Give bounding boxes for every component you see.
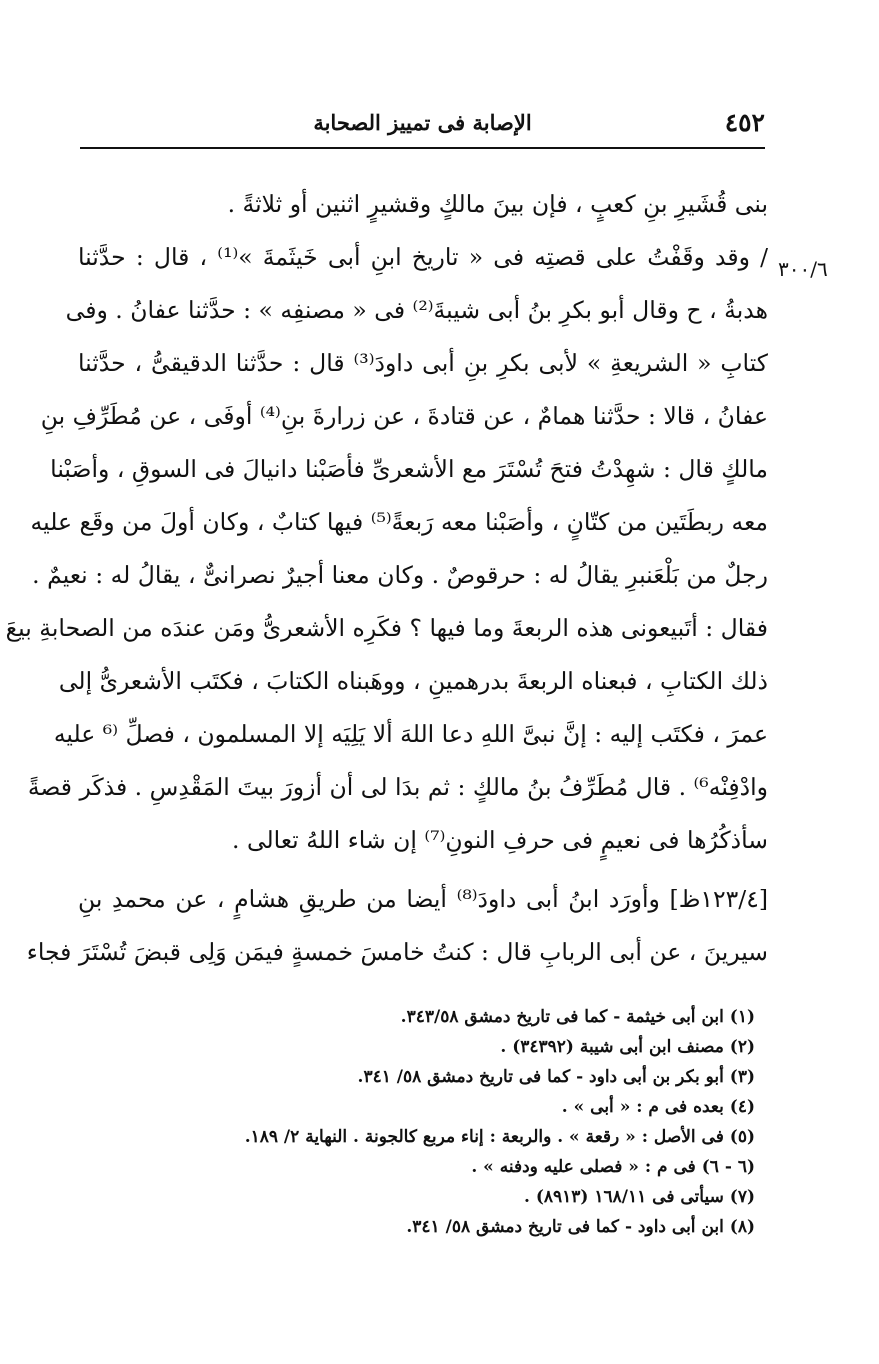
page-header	[80, 106, 765, 140]
text-line: سأذكُرُها فى نعيمٍ فى حرفِ النونِ⁽⁷⁾ إن شاء اللهُ تعالى .	[232, 826, 768, 854]
main-text	[5, 178, 768, 979]
text-line: بنى قُشَيرِ بنِ كعبٍ ، فإن بينَ مالكٍ وقشيرٍ اثنين أو ثلاثةً .	[227, 190, 768, 218]
text-line: عفانُ ، قالا : حدَّثنا همامٌ ، عن قتادةَ ، عن زرارةَ بنِ⁽⁴⁾ أوفَى ، عن مُطَرِّفِ بنِ	[40, 402, 768, 430]
footnote: (٦ - ٦) فى م : « فصلى عليه ودفنه » .	[471, 1157, 755, 1177]
text-line: ذلك الكتابِ ، فبعناه الربعةَ بدرهمينِ ، ووهَبناه الكتابَ ، فكتَب الأشعرىُّ إلى	[58, 667, 768, 695]
text-line: [١٢٣/٤ظ] وأورَد ابنُ أبى داودَ⁽⁸⁾ أيضا من طريقِ هشامٍ ، عن محمدِ بنِ	[78, 885, 768, 913]
footnote: (٢) مصنف ابن أبى شيبة (٣٤٣٩٢) .	[500, 1037, 755, 1057]
footnote: (٥) فى الأصل : « رقعة » . والربعة : إناء مربع كالجونة . النهاية ٢/ ١٨٩.	[244, 1127, 755, 1147]
text-line: معه ربطَتَين من كتّانٍ ، وأصَبْنا معه رَبعةً⁽⁵⁾ فيها كتابٌ ، وكان أولَ من وقَع عليه	[30, 508, 768, 536]
text-line: كتابِ « الشريعةِ » لأبى بكرِ بنِ أبى داودَ⁽³⁾ قال : حدَّثنا الدقيقىُّ ، حدَّثنا	[78, 349, 768, 377]
footnote: (١) ابن أبى خيثمة - كما فى تاريخ دمشق ٣٤٣/٥٨.	[400, 1007, 755, 1027]
footnote: (٧) سيأتى فى ١٦٨/١١ (٨٩١٣) .	[523, 1187, 755, 1207]
text-line: رجلٌ من بَلْعَنبرِ يقالُ له : حرقوصٌ . وكان معنا أجيرٌ نصرانىٌّ ، يقالُ له : نعيمٌ .	[32, 561, 768, 589]
page-number: ٤٥٢	[724, 108, 765, 137]
text-line: عمرَ ، فكتَب إليه : إنَّ نبىَّ اللهِ دعا اللهَ ألا يَلِيَه إلا المسلمون ، فصلِّ ⁽⁶ عليه	[53, 720, 768, 748]
footnote: (٣) أبو بكر بن أبى داود - كما فى تاريخ دمشق ٥٨/ ٣٤١.	[357, 1067, 755, 1087]
footnote: (٤) بعده فى م : « أبى » .	[561, 1097, 755, 1117]
text-line: / وقد وقَفْتُ على قصتِه فى « تاريخ ابنِ أبى خَيثَمةَ »⁽¹⁾ ، قال : حدَّثنا	[78, 243, 768, 271]
header-divider	[80, 147, 765, 149]
running-title: الإصابة فى تمييز الصحابة	[313, 110, 532, 135]
text-line: مالكٍ قال : شهِدْتُ فتحَ تُسْتَرَ مع الأشعرىِّ فأصَبْنا دانيالَ فى السوقِ ، وأصَبْنا	[50, 455, 768, 483]
text-line: فقال : أتَبيعونى هذه الربعةَ وما فيها ؟ فكَرِه الأشعرىُّ ومَن عندَه من الصحابةِ بيعَ	[5, 614, 768, 642]
text-line: سيرينَ ، عن أبى الربابِ قال : كنتُ خامسَ خمسةٍ فيمَن وَلِى قبضَ تُسْتَرَ فجاء	[26, 938, 768, 966]
text-line: وادْفِنْه⁶⁾ . قال مُطَرِّفُ بنُ مالكٍ : ثم بدَا لى أن أزورَ بيتَ المَقْدِسِ . فذكَر قصةً	[27, 773, 768, 801]
footnote: (٨) ابن أبى داود - كما فى تاريخ دمشق ٥٨/ ٣٤١.	[406, 1217, 755, 1237]
footnotes	[150, 1002, 755, 1242]
margin-reference: ٣٠٠/٦	[778, 257, 828, 281]
text-line: هدبةُ ، ح وقال أبو بكرِ بنُ أبى شيبةَ⁽²⁾ فى « مصنفِه » : حدَّثنا عفانُ . وفى	[65, 296, 768, 324]
